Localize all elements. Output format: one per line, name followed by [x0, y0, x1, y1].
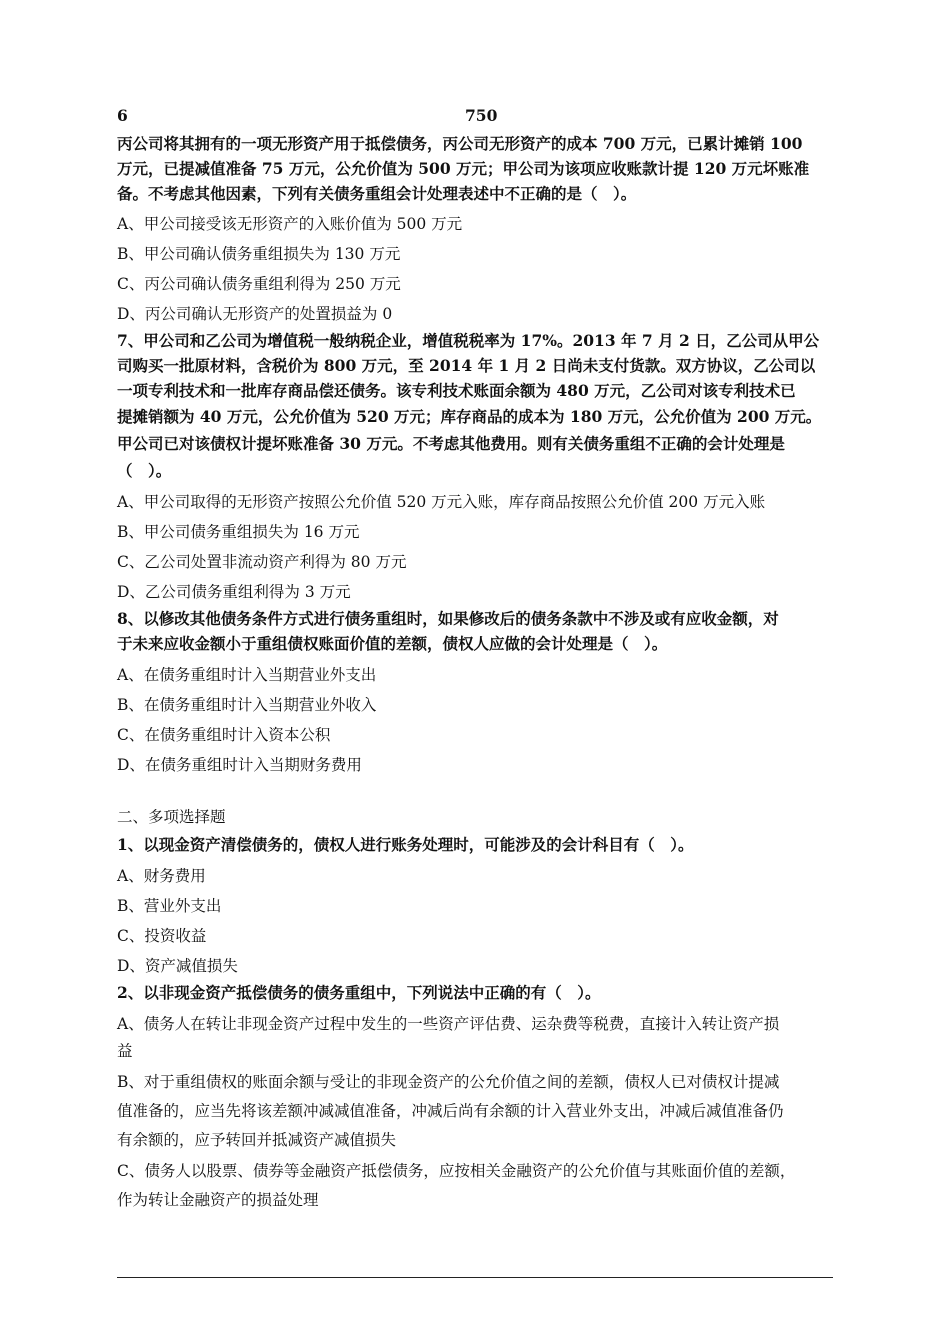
footer-rule: [117, 1277, 833, 1278]
m2-option-c-line: 作为转让金融资产的损益处理: [117, 1191, 319, 1209]
q7-stem-line: 一项专利技术和一批库存商品偿还债务。该专利技术账面余额为 480 万元，乙公司对该专利技术已: [117, 381, 796, 400]
q8-option-b: B、在债务重组时计入当期营业外收入: [117, 696, 377, 714]
q6-stem-line: 丙公司将其拥有的一项无形资产用于抵偿债务，丙公司无形资产的成本 700 万元，已累计摊销 100: [117, 134, 803, 153]
q6-option-d: D、丙公司确认无形资产的处置损益为 0: [117, 305, 393, 323]
section-title-multiple-choice: 二、多项选择题: [117, 808, 226, 826]
page-header-left-number: 6: [117, 106, 128, 125]
m1-option-d: D、资产减值损失: [117, 957, 238, 975]
q7-option-d: D、乙公司债务重组利得为 3 万元: [117, 583, 351, 601]
q7-option-c: C、乙公司处置非流动资产利得为 80 万元: [117, 553, 407, 571]
q6-stem-line: 备。不考虑其他因素，下列有关债务重组会计处理表述中不正确的是（ ）。: [117, 184, 637, 203]
m1-option-b: B、营业外支出: [117, 897, 222, 915]
q8-option-a: A、在债务重组时计入当期营业外支出: [117, 666, 377, 684]
q7-stem-line: （ ）。: [117, 461, 172, 480]
m1-stem-line: 1、以现金资产清偿债务的，债权人进行账务处理时，可能涉及的会计科目有（ ）。: [117, 835, 694, 854]
q6-stem-line: 万元，已提减值准备 75 万元，公允价值为 500 万元；甲公司为该项应收账款计提 120 万元坏账准: [117, 159, 810, 178]
q6-option-b: B、甲公司确认债务重组损失为 130 万元: [117, 245, 401, 263]
m2-stem-line: 2、以非现金资产抵偿债务的债务重组中，下列说法中正确的有（ ）。: [117, 983, 601, 1002]
q8-option-d: D、在债务重组时计入当期财务费用: [117, 756, 362, 774]
q8-option-c: C、在债务重组时计入资本公积: [117, 726, 331, 744]
m2-option-c-line: C、债务人以股票、债券等金融资产抵偿债务，应按相关金融资产的公允价值与其账面价值的差额，: [117, 1162, 796, 1180]
m1-option-c: C、投资收益: [117, 927, 207, 945]
m2-option-a-line: A、债务人在转让非现金资产过程中发生的一些资产评估费、运杂费等税费，直接计入转让资产损: [117, 1015, 780, 1033]
page-header-right-number: 750: [465, 106, 498, 125]
m2-option-b-line: 值准备的，应当先将该差额冲减减值准备，冲减后尚有余额的计入营业外支出，冲减后减值准备仍: [117, 1102, 784, 1120]
q7-stem-line: 7、甲公司和乙公司为增值税一般纳税企业，增值税税率为 17%。2013 年 7 月 2 日，乙公司从甲公: [117, 331, 820, 350]
q6-option-c: C、丙公司确认债务重组利得为 250 万元: [117, 275, 401, 293]
q7-stem-line: 甲公司已对该债权计提坏账准备 30 万元。不考虑其他费用。则有关债务重组不正确的会计处理是: [117, 434, 785, 453]
m2-option-a-line: 益: [117, 1042, 133, 1060]
q8-stem-line: 8、以修改其他债务条件方式进行债务重组时，如果修改后的债务条款中不涉及或有应收金额，对: [117, 609, 779, 628]
q7-stem-line: 司购买一批原材料，含税价为 800 万元，至 2014 年 1 月 2 日尚未支付货款。双方协议，乙公司以: [117, 356, 816, 375]
q8-stem-line: 于未来应收金额小于重组债权账面价值的差额，债权人应做的会计处理是（ ）。: [117, 634, 668, 653]
q7-option-a: A、甲公司取得的无形资产按照公允价值 520 万元入账，库存商品按照公允价值 200 万元入账: [117, 493, 766, 511]
q7-stem-line: 提摊销额为 40 万元，公允价值为 520 万元；库存商品的成本为 180 万元，公允价值为 200 万元。: [117, 407, 822, 426]
m2-option-b-line: 有余额的，应予转回并抵减资产减值损失: [117, 1131, 397, 1149]
m2-option-b-line: B、对于重组债权的账面余额与受让的非现金资产的公允价值之间的差额，债权人已对债权计提减: [117, 1073, 780, 1091]
q6-option-a: A、甲公司接受该无形资产的入账价值为 500 万元: [117, 215, 463, 233]
q7-option-b: B、甲公司债务重组损失为 16 万元: [117, 523, 360, 541]
m1-option-a: A、财务费用: [117, 867, 206, 885]
